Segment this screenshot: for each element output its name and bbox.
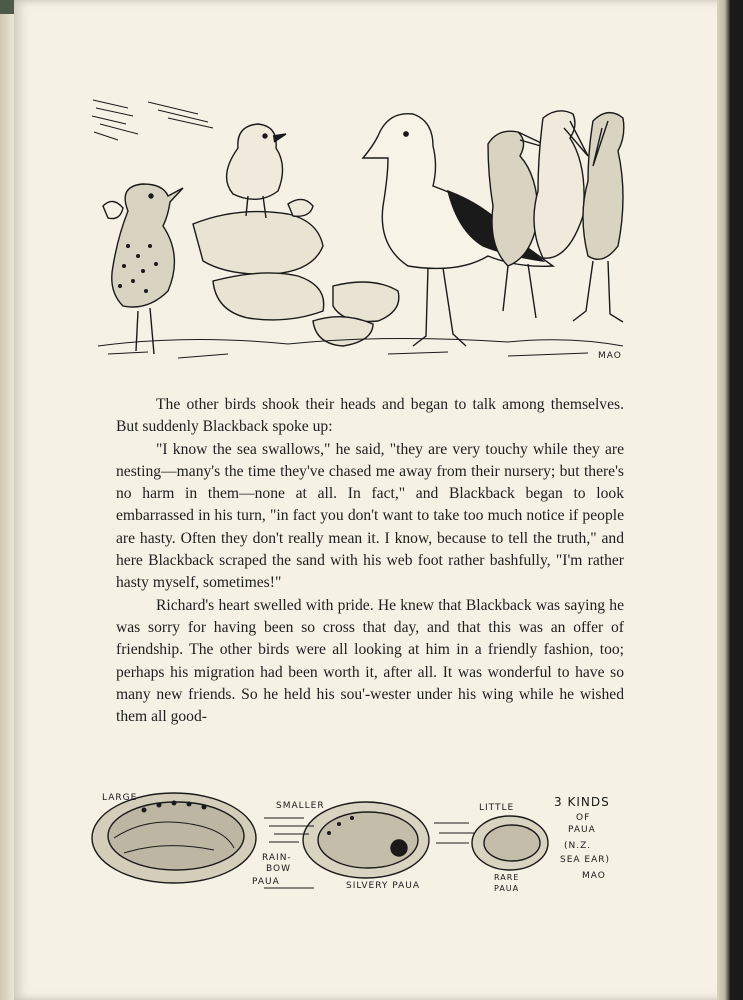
label-kinds-4: (N.Z.: [564, 841, 592, 851]
bottom-illustration-signature: MAO: [582, 871, 606, 881]
paragraph-1: The other birds shook their heads and began to talk among themselves. But suddenly Blackback spoke up:: [116, 396, 624, 436]
label-kinds-5: SEA EAR): [560, 855, 611, 865]
previous-page-edge: [0, 0, 15, 1000]
page-right-edge: [717, 0, 730, 1000]
label-kinds-1: 3 KINDS: [554, 795, 610, 809]
label-rare-2: PAUA: [494, 884, 520, 893]
label-silvery: SILVERY PAUA: [346, 881, 421, 891]
paragraph-3: Richard's heart swelled with pride. He knew that Blackback was saying he was sorry for having been so cross that day, and that this was an offer of friendship. The other birds were all looking at him in a friendly fashion, too; perhaps his migration had been worth it, after all. It was wonderful to have so many new friends. So he held his sou'-wester under his wing while he wished them all good-: [116, 596, 624, 726]
label-large: LARGE: [102, 793, 138, 803]
label-rainbow-1: RAIN-: [262, 853, 292, 863]
paua-shells-illustration: [84, 778, 644, 903]
label-little: LITTLE: [479, 803, 515, 813]
top-illustration-signature: MAO: [598, 351, 622, 361]
book-page: [14, 0, 730, 1000]
label-kinds-2: OF: [576, 813, 591, 823]
heron-birds: [488, 111, 624, 322]
medium-shell: [303, 802, 429, 878]
paragraph-2: "I know the sea swallows," he said, "they are very touchy while they are nesting—many's the time they've chased me away from their nursery; but there's no harm in them—none at all. In fact," and Blackback began to look embarrassed in his turn, "in fact you don't want to take too much notice if people are hasty. Often they don't really mean it. I know, because to tell the truth," and here Blackback scraped the sand with his web foot rather bashfully, "I'm rather hasty myself, sometimes!": [116, 440, 624, 592]
large-shell: [92, 793, 256, 883]
sky-hatching: [92, 100, 213, 140]
label-rainbow-2: BOW: [266, 864, 291, 874]
chick-bird: [227, 124, 313, 218]
story-text: [116, 394, 624, 728]
paua-drawing: [84, 778, 644, 903]
small-shell: [472, 816, 548, 870]
label-rainbow-3: PAUA: [252, 877, 280, 887]
birds-drawing: [88, 96, 628, 366]
label-kinds-3: PAUA: [568, 825, 596, 835]
label-rare-1: RARE: [494, 873, 520, 882]
label-smaller: SMALLER: [276, 801, 325, 811]
birds-illustration: [88, 96, 628, 366]
